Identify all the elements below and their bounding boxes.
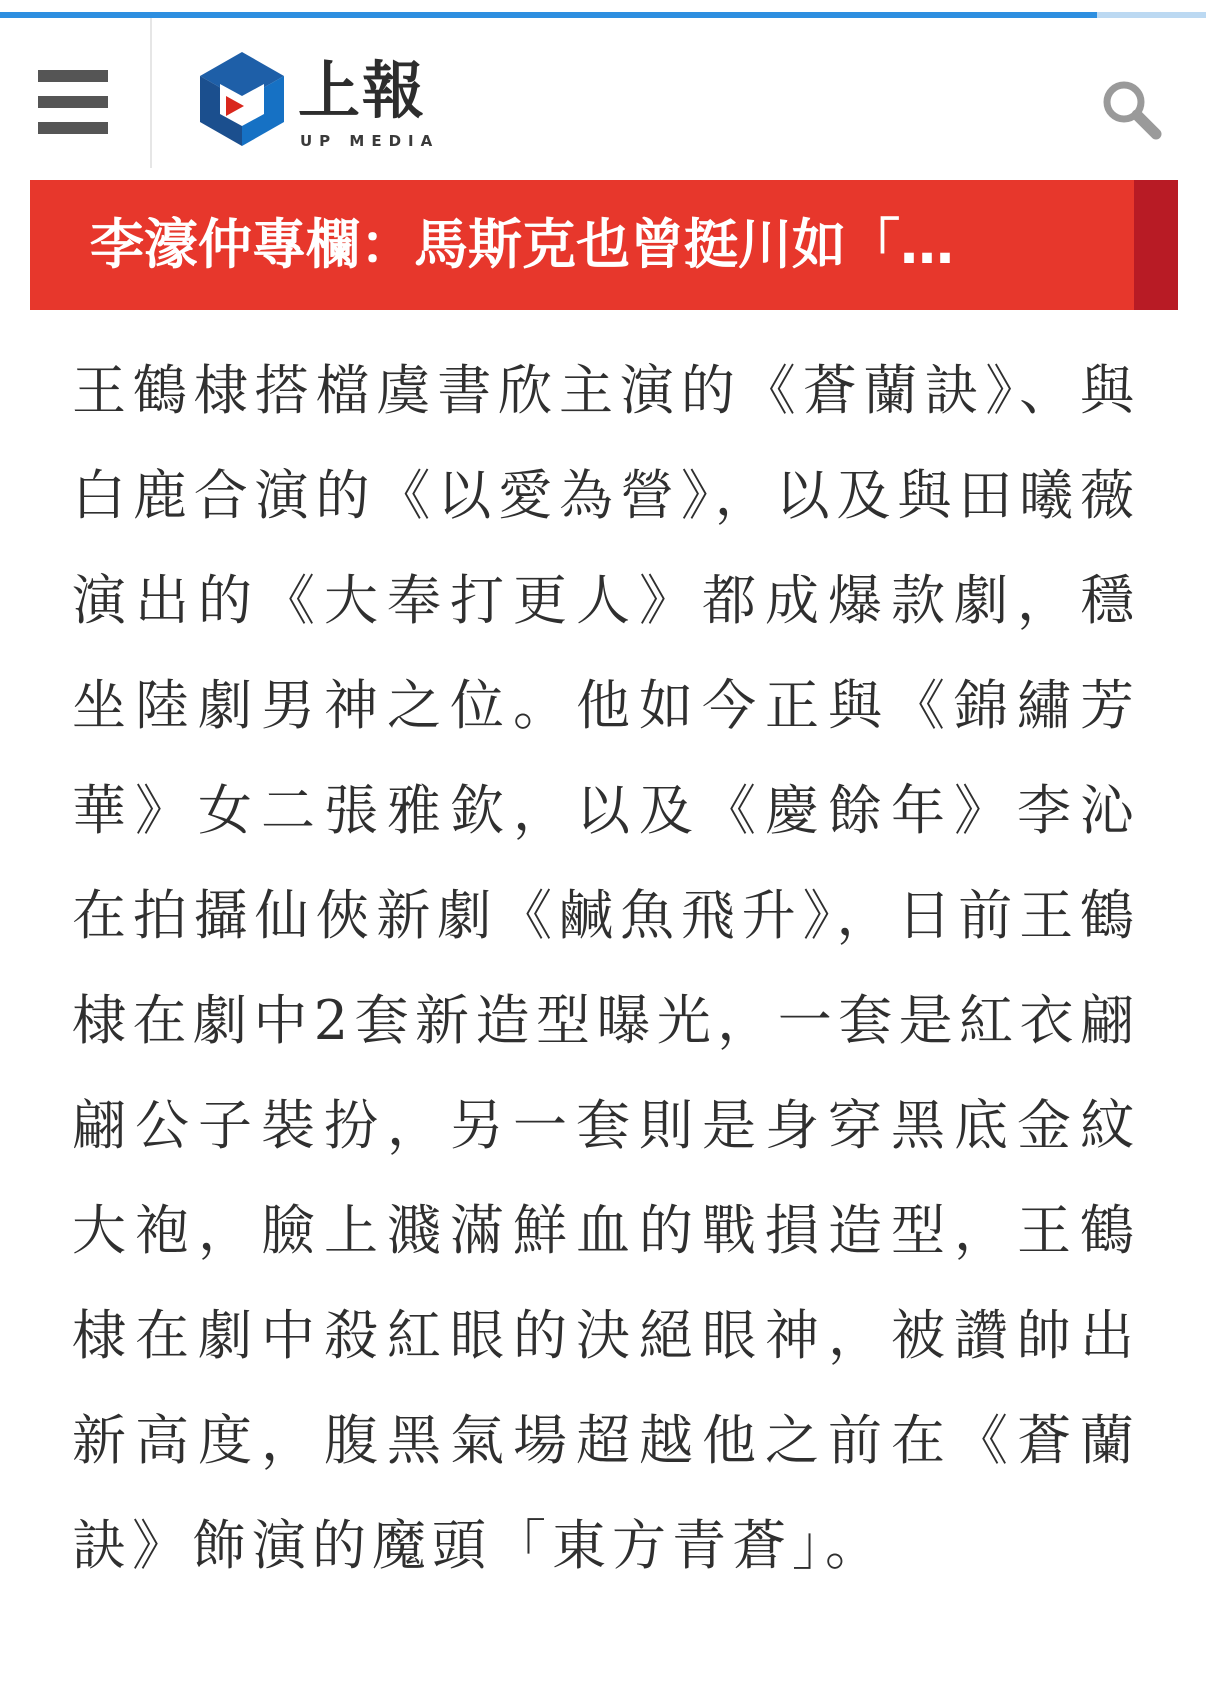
logo-mark-icon — [196, 48, 288, 148]
logo-name: 上報 — [298, 54, 427, 127]
header-divider — [150, 18, 152, 168]
hamburger-menu-icon[interactable] — [38, 70, 110, 134]
article-title: 李濠仲專欄：馬斯克也曾挺川如「… — [90, 213, 954, 276]
article-title-bar[interactable] — [30, 180, 1178, 310]
site-logo[interactable] — [196, 48, 440, 158]
menu-line — [38, 70, 108, 82]
site-header — [0, 18, 1206, 180]
search-icon-glyph — [1100, 78, 1164, 142]
menu-line — [38, 122, 108, 134]
search-icon[interactable] — [1100, 78, 1164, 142]
title-bar-edge — [1134, 180, 1178, 310]
article-paragraph: 王鶴棣搭檔虞書欣主演的《蒼蘭訣》、與白鹿合演的《以愛為營》，以及與田曦薇演出的《大奉打更人》都成爆款劇，穩坐陸劇男神之位。他如今正與《錦繡芳華》女二張雅欽，以及《慶餘年》李沁在拍攝仙俠新劇《鹹魚飛升》，日前王鶴棣在劇中2套新造型曝光，一套是紅衣翩翩公子裝扮，另一套則是身穿黑底金紋大袍，臉上濺滿鮮血的戰損造型，王鶴棣在劇中殺紅眼的決絕眼神，被讚帥出新高度，腹黑氣場超越他之前在《蒼蘭訣》飾演的魔頭「東方青蒼」。 — [72, 359, 1140, 1577]
menu-line — [38, 96, 108, 108]
logo-subtitle: UP MEDIA — [300, 132, 440, 150]
